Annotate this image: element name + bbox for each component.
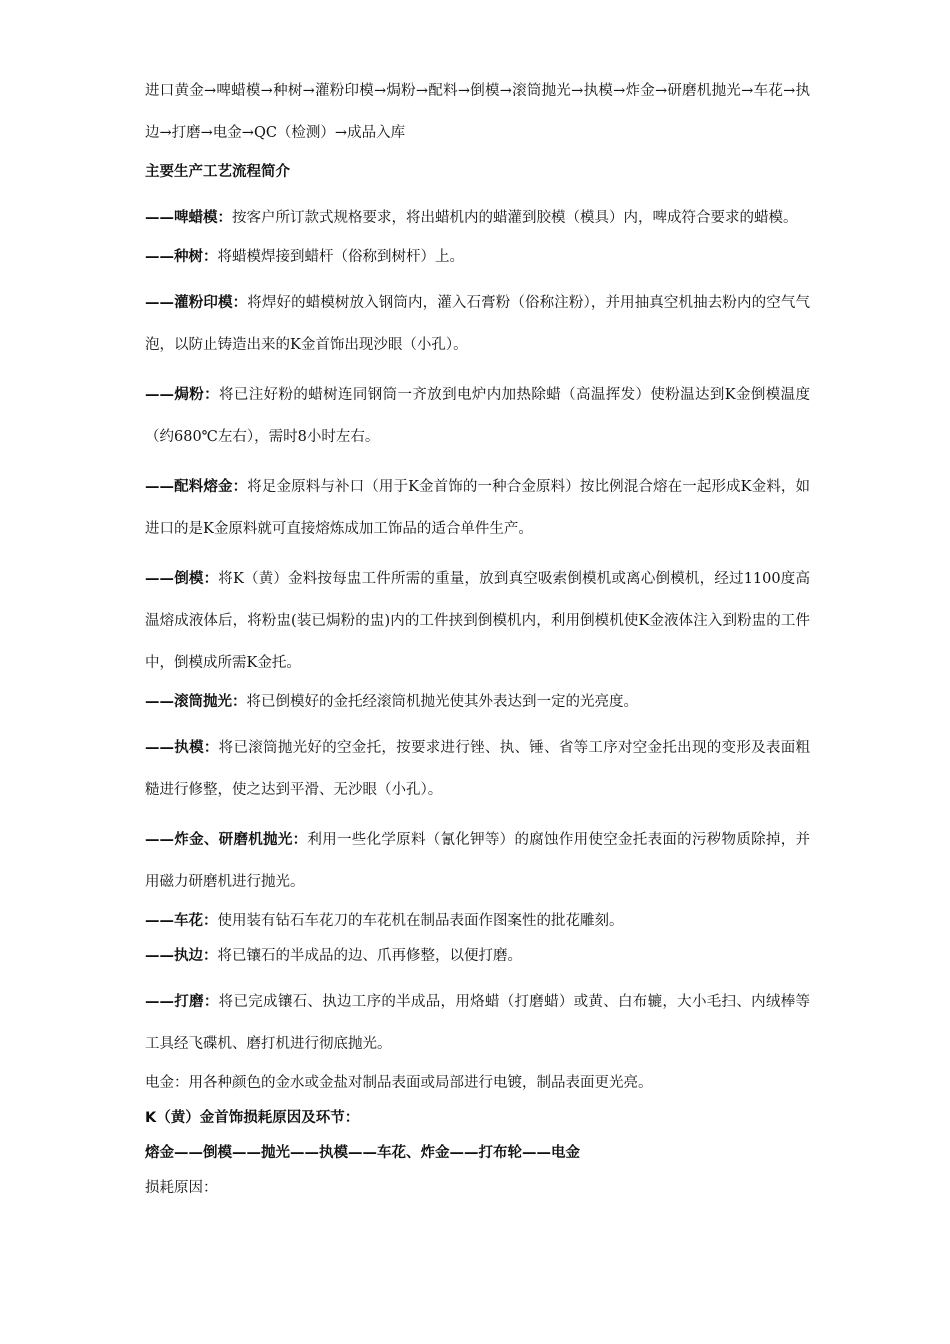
- step-term: ——车花：: [145, 913, 218, 929]
- step-text: 使用装有钻石车花刀的车花机在制品表面作图案性的批花雕刻。: [217, 913, 624, 929]
- step-text: 将足金原料与补口（用于K金首饰的一种合金原料）按比例混合熔在一起形成K金料，如进口的是K金原料就可直接熔炼成加工饰品的适合单件生产。: [145, 479, 810, 537]
- step-text: 将K（黄）金料按每盅工件所需的重量，放到真空吸索倒模机或离心倒模机，经过1100度高温熔成液体后，将粉盅(装已焗粉的盅)内的工件挟到倒模机内，利用倒模机使K金液体注入到粉盅的工件中，倒模成所需K金托。: [145, 571, 811, 671]
- step-text: 将已倒模好的金托经滚筒机抛光使其外表达到一定的光亮度。: [246, 694, 638, 710]
- step-term: ——执边：: [145, 948, 218, 964]
- step-term: ——焗粉：: [145, 387, 220, 403]
- process-flow-line: 进口黄金→啤蜡模→种树→灌粉印模→焗粉→配料→倒模→滚筒抛光→执模→炸金→研磨机抛光→车花→执边→打磨→电金→QC（检测）→成品入库: [145, 83, 810, 141]
- plating-paragraph: 电金：用各种颜色的金水或金盐对制品表面或局部进行电镀，制品表面更光亮。: [145, 1075, 653, 1091]
- step-text: 利用一些化学原料（氰化钾等）的腐蚀作用使空金托表面的污秽物质除掉，并用磁力研磨机进行抛光。: [145, 832, 810, 890]
- loss-chain: 熔金——倒模——抛光——执模——车花、炸金——打布轮——电金: [145, 1145, 580, 1161]
- step-paragraph: [145, 197, 810, 239]
- step-paragraph: [145, 374, 810, 458]
- step-term: ——啤蜡模：: [145, 210, 232, 226]
- step-paragraph: [145, 819, 810, 903]
- step-paragraph: [145, 466, 810, 550]
- step-text: 将已滚筒抛光好的空金托，按要求进行锉、执、锤、省等工序对空金托出现的变形及表面粗糙进行修整，使之达到平滑、无沙眼（小孔）。: [145, 740, 811, 798]
- step-text: 按客户所订款式规格要求，将出蜡机内的蜡灌到胶模（模具）内，啤成符合要求的蜡模。: [232, 210, 798, 226]
- section-heading-loss: K（黄）金首饰损耗原因及环节：: [145, 1110, 360, 1126]
- step-term: ——打磨：: [145, 994, 219, 1010]
- step-paragraph: [145, 911, 810, 932]
- step-paragraph: [145, 981, 810, 1065]
- step-paragraph: [145, 282, 810, 366]
- step-term: ——执模：: [145, 740, 219, 756]
- step-paragraph: [145, 558, 810, 684]
- step-term: ——种树：: [145, 249, 218, 265]
- step-paragraph: [145, 692, 810, 713]
- step-paragraph: [145, 727, 810, 811]
- step-text: 将已注好粉的蜡树连同钢筒一齐放到电炉内加热除蜡（高温挥发）使粉温达到K金倒模温度（约680℃左右），需时8小时左右。: [145, 387, 810, 445]
- step-text: 将已完成镶石、执边工序的半成品，用烙蜡（打磨蜡）或黄、白布辘，大小毛扫、内绒棒等工具经飞碟机、磨打机进行彻底抛光。: [145, 994, 811, 1052]
- step-term: ——灌粉印模：: [145, 295, 248, 311]
- step-text: 将蜡模焊接到蜡杆（俗称到树杆）上。: [217, 249, 464, 265]
- loss-reason-label: 损耗原因：: [145, 1180, 218, 1196]
- step-term: ——炸金、研磨机抛光：: [145, 832, 308, 848]
- step-term: ——倒模：: [145, 571, 219, 587]
- section-heading-process-intro: 主要生产工艺流程简介: [145, 164, 290, 180]
- step-term: ——配料熔金：: [145, 479, 248, 495]
- step-paragraph: [145, 946, 810, 967]
- step-text: 将焊好的蜡模树放入钢筒内，灌入石膏粉（俗称注粉），并用抽真空机抽去粉内的空气气泡，以防止铸造出来的K金首饰出现沙眼（小孔）。: [145, 295, 810, 353]
- step-paragraph: [145, 247, 810, 268]
- document-page: [145, 70, 810, 1199]
- step-term: ——滚筒抛光：: [145, 694, 247, 710]
- step-text: 将已镶石的半成品的边、爪再修整，以便打磨。: [217, 948, 522, 964]
